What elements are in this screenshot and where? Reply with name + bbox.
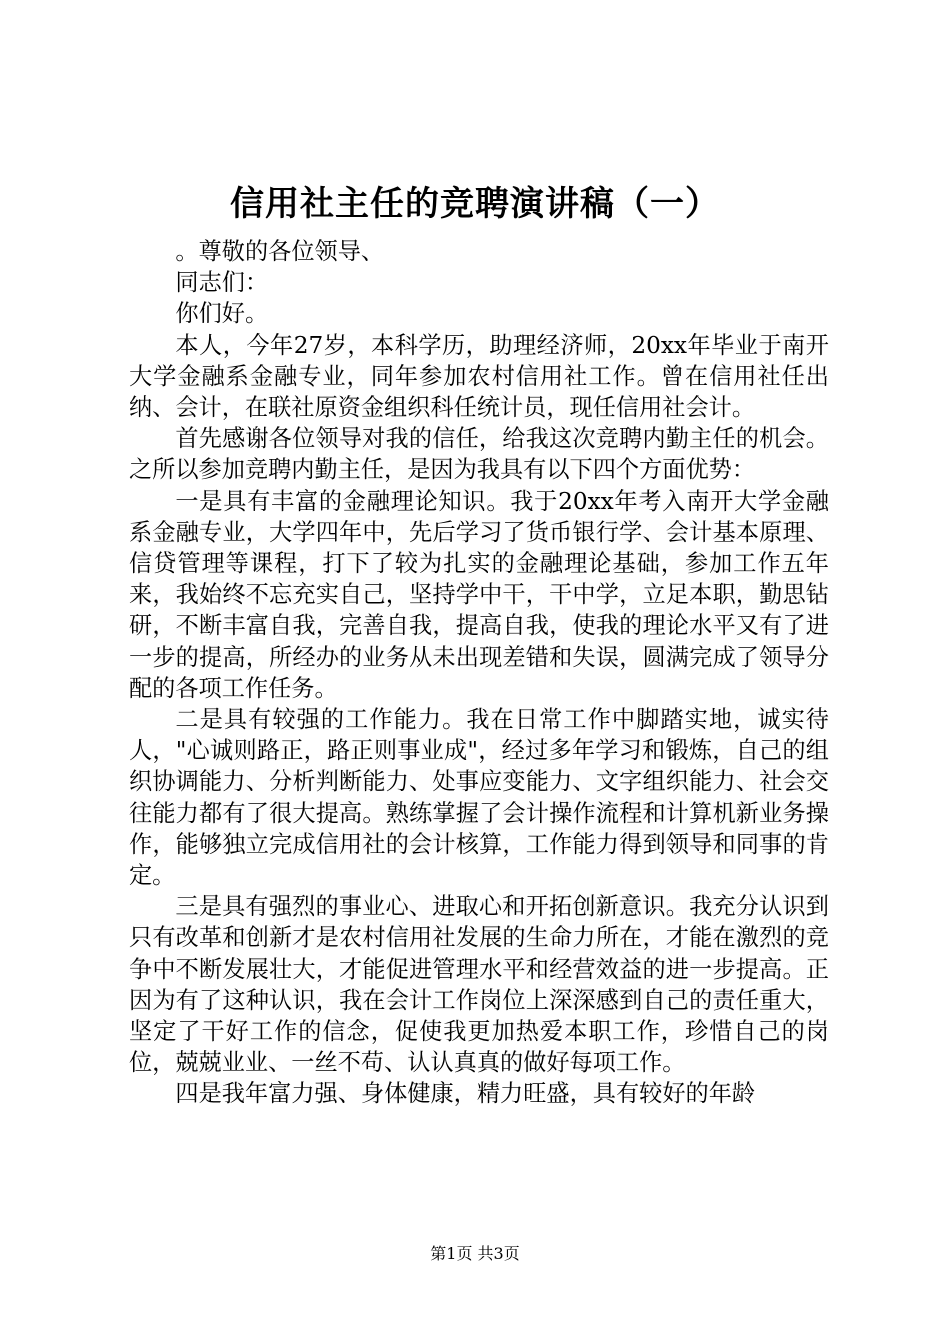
document-body — [129, 236, 829, 1110]
document-title: 信用社主任的竞聘演讲稿（一） — [230, 184, 720, 224]
salutation-line: 。尊敬的各位领导、 — [175, 238, 385, 265]
page-number: 第1页 共3页 — [430, 1244, 520, 1263]
body-paragraph: 三是具有强烈的事业心、进取心和开拓创新意识。我充分认识到只有改革和创新才是农村信用社发展的生命力所在，才能在激烈的竞争中不断发展壮大，才能促进管理水平和经营效益的进一步提高。正因为有了这种认识，我在会计工作岗位上深深感到自己的责任重大，坚定了干好工作的信念，促使我更加热爱本职工作，珍惜自己的岗位，兢兢业业、一丝不苟、认认真真的做好每项工作。 — [129, 893, 829, 1077]
greeting-line: 你们好。 — [175, 300, 269, 328]
body-paragraph: 一是具有丰富的金融理论知识。我于20xx年考入南开大学金融系金融专业，大学四年中，先后学习了货币银行学、会计基本原理、信贷管理等课程，打下了较为扎实的金融理论基础，参加工作五年来，我始终不忘充实自己，坚持学中干，干中学，立足本职，勤思钻研，不断丰富自我，完善自我，提高自我，使我的理论水平又有了进一步的提高，所经办的业务从未出现差错和失误，圆满完成了领导分配的各项工作任务。 — [129, 487, 829, 702]
body-paragraph: 本人，今年27岁，本科学历，助理经济师，20xx年毕业于南开大学金融系金融专业，同年参加农村信用社工作。曾在信用社任出纳、会计，在联社原资金组织科任统计员，现任信用社会计。 — [129, 331, 829, 422]
body-paragraph: 四是我年富力强、身体健康，精力旺盛，具有较好的年龄 — [175, 1080, 756, 1108]
body-paragraph: 首先感谢各位领导对我的信任，给我这次竞聘内勤主任的机会。之所以参加竞聘内勤主任，是因为我具有以下四个方面优势： — [129, 425, 829, 484]
salutation-line: 同志们： — [175, 269, 269, 297]
body-paragraph: 二是具有较强的工作能力。我在日常工作中脚踏实地，诚实待人，"心诚则路正，路正则事业成"，经过多年学习和锻炼，自己的组织协调能力、分析判断能力、处事应变能力、文字组织能力、社会交往能力都有了很大提高。熟练掌握了会计操作流程和计算机新业务操作，能够独立完成信用社的会计核算，工作能力得到领导和同事的肯定。 — [129, 706, 829, 890]
